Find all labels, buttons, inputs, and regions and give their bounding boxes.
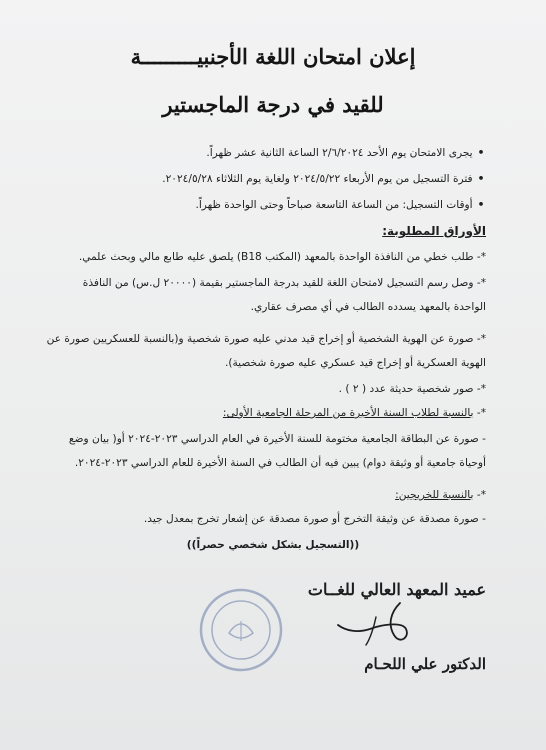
exam-date-item — [22, 146, 486, 160]
document-item-4-text: صور شخصية حديثة عدد ( ٢ ) . — [338, 383, 474, 395]
document-item-2-line-1: *- وصل رسم التسجيل لامتحان اللغة للقيد بدرجة الماجستير بقيمة (٢٠٠٠٠ ل.س) من النافذة — [82, 277, 486, 289]
signatory-title: عميد المعهد العالي للغــات — [307, 580, 486, 599]
bullet-icon: • — [477, 147, 485, 159]
registration-note — [0, 538, 546, 552]
graduates-heading-text: بالنسبة للخريجين: — [395, 489, 474, 501]
bullet-icon: • — [477, 173, 485, 185]
document-item-5-line-2 — [22, 456, 486, 470]
final-year-heading: *- بالنسبة لطلاب السنة الأخيرة من المرحلة الجامعية الأولى: — [222, 407, 486, 419]
exam-date-text: يجرى الامتحان يوم الأحد ٢/٦/٢٠٢٤ الساعة الثانية عشر ظهراً. — [206, 147, 473, 159]
document-item-3-line-1: *- صورة عن الهوية الشخصية أو إخراج قيد مدني عليه صورة شخصية و(بالنسبة للعسكريين صورة عن — [46, 333, 486, 345]
document-item-5-line-1: - صورة عن البطاقة الجامعية مختومة للسنة الأخيرة في العام الدراسي ٢٠٢٣-٢٠٢٤ أو( بيان وضع — [68, 433, 486, 445]
document-item-4: *- صور شخصية حديثة عدد ( ٢ ) . — [338, 383, 486, 395]
document-item-5-text-1: صورة عن البطاقة الجامعية مختومة للسنة الأخيرة في العام الدراسي ٢٠٢٣-٢٠٢٤ أو( بيان وضع — [68, 433, 479, 445]
document-item-2-text-1: وصل رسم التسجيل لامتحان اللغة للقيد بدرجة الماجستير بقيمة (٢٠٠٠٠ ل.س) من النافذة — [82, 277, 474, 289]
registration-hours-item — [22, 198, 486, 212]
graduates-heading: *- بالنسبة للخريجين: — [395, 489, 486, 501]
registration-note-text: ((التسجيل بشكل شخصي حصراً)) — [186, 539, 360, 551]
signature-icon — [330, 595, 420, 650]
registration-period-item — [22, 172, 486, 186]
announcement-title: إعلان امتحان اللغة الأجنبيـــــــــة — [130, 44, 416, 69]
document-item-3-text-1: صورة عن الهوية الشخصية أو إخراج قيد مدني عليه صورة شخصية و(بالنسبة للعسكريين صورة عن — [46, 333, 474, 345]
document-item-2-line-2 — [22, 300, 486, 314]
official-stamp-icon — [196, 585, 286, 675]
registration-period-text: فترة التسجيل من يوم الأربعاء ٢٠٢٤/٥/٢٢ ولغاية يوم الثلاثاء ٢٠٢٤/٥/٢٨. — [162, 173, 473, 185]
document-item-6-text: صورة مصدقة عن وثيقة التخرج أو صورة مصدقة عن إشعار تخرج بمعدل جيد. — [143, 513, 479, 525]
document-item-6: - صورة مصدقة عن وثيقة التخرج أو صورة مصدقة عن إشعار تخرج بمعدل جيد. — [143, 513, 486, 525]
document-item-3-line-2 — [22, 356, 486, 370]
document-item-1-text: طلب خطي من النافذة الواحدة بالمعهد (المكتب B18) يلصق عليه طابع مالي وبحث علمي. — [78, 251, 474, 263]
documents-heading — [22, 224, 486, 239]
document-item-5-text-2: أوحياة جامعية أو وثيقة دوام) يبين فيه أن الطالب في السنة الأخيرة للعام الدراسي ٢٠٢٣-٢٠٢٤. — [74, 457, 486, 469]
signatory-name: الدكتور علي اللحـام — [364, 655, 486, 673]
announcement-subtitle: للقيد في درجة الماجستير — [162, 92, 384, 117]
document-item-2-text-2: الواحدة بالمعهد يسدده الطالب في أي مصرف عقاري. — [250, 301, 486, 313]
final-year-heading-text: بالنسبة لطلاب السنة الأخيرة من المرحلة الجامعية الأولى: — [222, 407, 474, 419]
bullet-icon: • — [477, 199, 485, 211]
document-item-1: *- طلب خطي من النافذة الواحدة بالمعهد (المكتب B18) يلصق عليه طابع مالي وبحث علمي. — [78, 251, 486, 263]
registration-hours-text: أوقات التسجيل: من الساعة التاسعة صباحاً وحتى الواحدة ظهراً. — [195, 199, 473, 211]
documents-heading-text: الأوراق المطلوبة: — [382, 224, 486, 238]
document-item-3-text-2: الهوية العسكرية أو إخراج قيد عسكري عليه صورة شخصية). — [224, 357, 486, 369]
